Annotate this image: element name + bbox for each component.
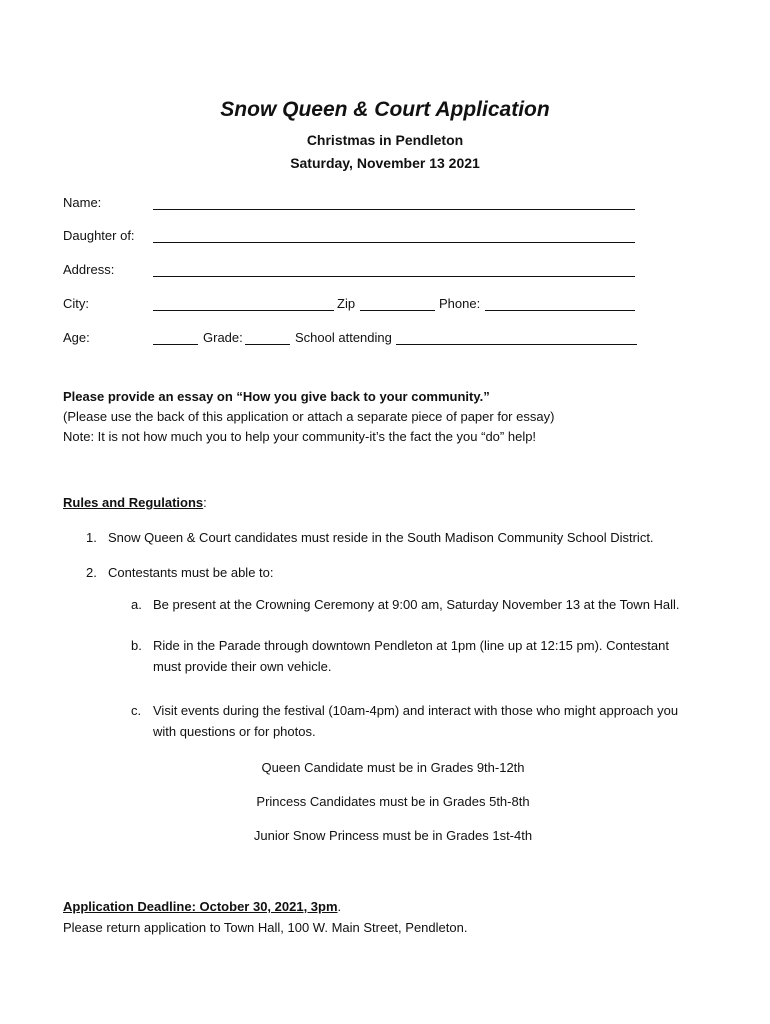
essay-note: Note: It is not how much you to help your community-it’s the fact the you “do” help! — [63, 429, 537, 444]
rule-number: 2. — [86, 565, 97, 580]
essay-instruction: (Please use the back of this application or attach a separate piece of paper for essay) — [63, 409, 555, 424]
subrule-letter: a. — [131, 597, 142, 612]
city-field[interactable] — [153, 310, 334, 311]
return-instructions: Please return application to Town Hall, 100 W. Main Street, Pendleton. — [63, 920, 468, 935]
age-label: Age: — [63, 330, 90, 345]
subrule-text-cont: with questions or for photos. — [153, 724, 316, 739]
deadline-suffix: . — [337, 899, 342, 914]
essay-prompt: Please provide an essay on “How you give back to your community.” — [63, 389, 490, 404]
daughter-of-label: Daughter of: — [63, 228, 135, 243]
event-subtitle: Christmas in Pendleton — [306, 132, 464, 148]
zip-label: Zip — [337, 296, 356, 311]
grade-requirement: Queen Candidate must be in Grades 9th-12th — [261, 760, 525, 775]
name-label: Name: — [63, 195, 102, 210]
address-field[interactable] — [153, 276, 635, 277]
age-field[interactable] — [153, 344, 198, 345]
subrule-text: Ride in the Parade through downtown Pendleton at 1pm (line up at 12:15 pm). Contestant — [153, 638, 669, 653]
school-label: School attending — [295, 330, 392, 345]
subrule-letter: c. — [131, 703, 142, 718]
grade-label: Grade: — [203, 330, 243, 345]
rule-text: Contestants must be able to: — [108, 565, 274, 580]
page-title: Snow Queen & Court Application — [220, 98, 550, 121]
city-label: City: — [63, 296, 89, 311]
deadline — [63, 899, 341, 914]
subrule-text: Visit events during the festival (10am-4pm) and interact with those who might approach you — [153, 703, 679, 718]
grade-field[interactable] — [245, 344, 290, 345]
subrule-text-cont: must provide their own vehicle. — [153, 659, 332, 674]
school-field[interactable] — [396, 344, 637, 345]
phone-label: Phone: — [439, 296, 481, 311]
subrule-letter: b. — [131, 638, 142, 653]
subrule-text: Be present at the Crowning Ceremony at 9:00 am, Saturday November 13 at the Town Hall. — [153, 597, 680, 612]
name-field[interactable] — [153, 209, 635, 210]
zip-field[interactable] — [360, 310, 435, 311]
rule-number: 1. — [86, 530, 97, 545]
deadline-text: Application Deadline: October 30, 2021, 3pm — [63, 899, 338, 914]
rules-heading-text: Rules and Regulations — [63, 495, 204, 510]
rules-heading-suffix: : — [203, 495, 207, 510]
daughter-of-field[interactable] — [153, 242, 635, 243]
rule-text: Snow Queen & Court candidates must reside in the South Madison Community School District. — [108, 530, 654, 545]
address-label: Address: — [63, 262, 115, 277]
grade-requirement: Princess Candidates must be in Grades 5th-8th — [256, 794, 530, 809]
event-date: Saturday, November 13 2021 — [290, 155, 480, 171]
grade-requirement: Junior Snow Princess must be in Grades 1st-4th — [253, 828, 533, 843]
rules-heading — [63, 495, 207, 510]
phone-field[interactable] — [485, 310, 635, 311]
